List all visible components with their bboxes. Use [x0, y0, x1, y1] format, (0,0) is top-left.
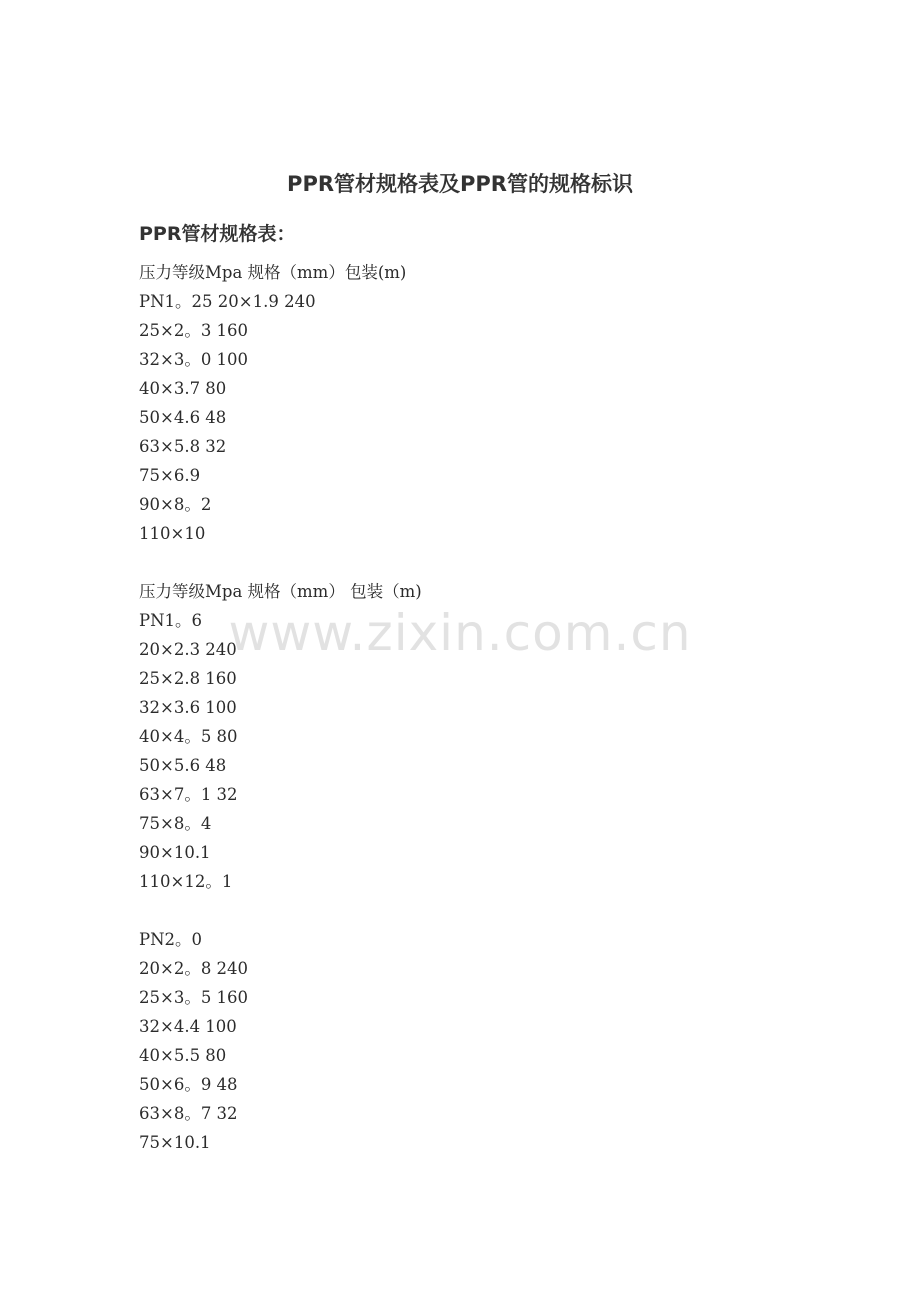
- spec-block-pn125: [139, 258, 406, 548]
- section-heading: PPR管材规格表：: [139, 223, 296, 245]
- spec-line: 75×10.1: [139, 1133, 211, 1152]
- spec-line: 25×2.8 160: [139, 669, 237, 688]
- spec-line: 75×6.9: [139, 466, 201, 485]
- spec-line: 20×2.3 240: [139, 640, 237, 659]
- spec-line: 40×3.7 80: [139, 379, 227, 398]
- spec-block-pn20: [139, 925, 248, 1157]
- spec-line: PN1。25 20×1.9 240: [139, 292, 316, 311]
- spec-line: 40×5.5 80: [139, 1046, 227, 1065]
- spec-line: 50×4.6 48: [139, 408, 227, 427]
- spec-header-line: 压力等级Mpa 规格（mm）包装(m): [139, 263, 407, 282]
- spec-line: 32×4.4 100: [139, 1017, 237, 1036]
- spec-line: 63×7。1 32: [139, 785, 238, 804]
- spec-line: 25×2。3 160: [139, 321, 249, 340]
- spec-line: 20×2。8 240: [139, 959, 249, 978]
- watermark: www.zixin.com.cn: [228, 604, 692, 662]
- spec-line: 32×3。0 100: [139, 350, 249, 369]
- spec-line: 50×6。9 48: [139, 1075, 238, 1094]
- spec-line: 110×12。1: [139, 872, 233, 891]
- document-title: PPR管材规格表及PPR管的规格标识: [287, 172, 633, 196]
- spec-line: 25×3。5 160: [139, 988, 249, 1007]
- spec-line: 90×8。2: [139, 495, 212, 514]
- spec-header-line: 压力等级Mpa 规格（mm） 包装（m): [139, 582, 422, 601]
- spec-line: 32×3.6 100: [139, 698, 237, 717]
- spec-line: 75×8。4: [139, 814, 212, 833]
- spec-line: 40×4。5 80: [139, 727, 238, 746]
- spec-line: 63×8。7 32: [139, 1104, 238, 1123]
- spec-line: 110×10: [139, 524, 206, 543]
- spec-line: PN1。6: [139, 611, 203, 630]
- spec-line: 63×5.8 32: [139, 437, 227, 456]
- spec-line: 50×5.6 48: [139, 756, 227, 775]
- spec-line: PN2。0: [139, 930, 203, 949]
- spec-line: 90×10.1: [139, 843, 211, 862]
